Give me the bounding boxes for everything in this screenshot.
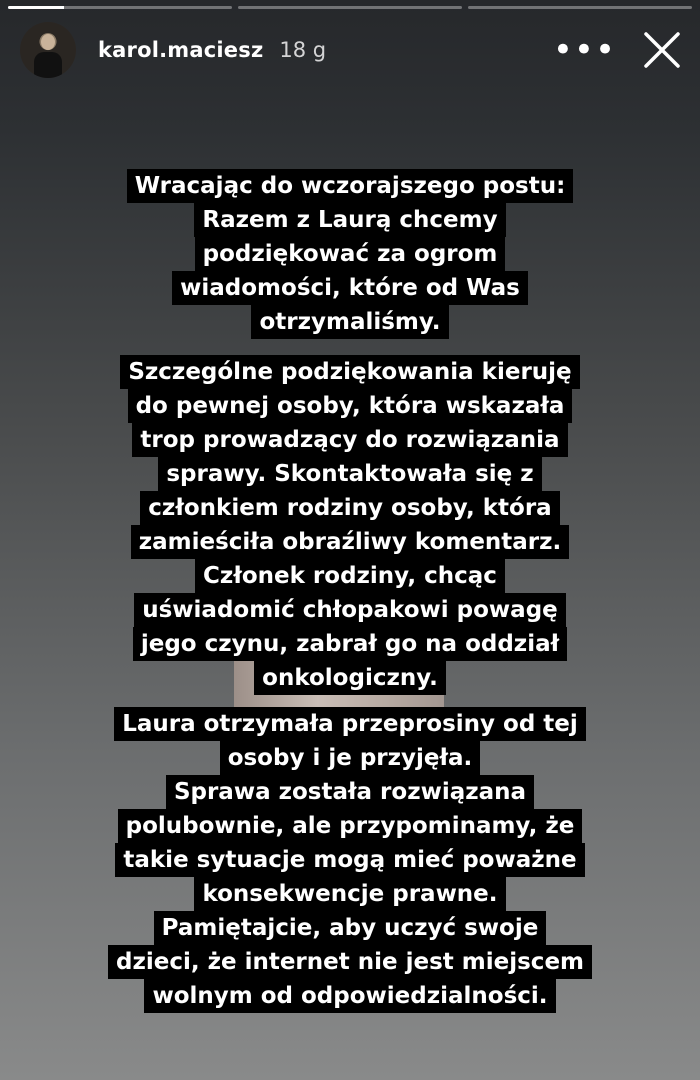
more-options-icon[interactable]: •••: [552, 30, 616, 70]
story-progress-bar: [8, 6, 692, 9]
story-header: [20, 20, 682, 80]
text-line: zamieściła obraźliwy komentarz.: [131, 525, 570, 559]
text-line: członkiem rodziny osoby, która: [140, 491, 559, 525]
progress-segment-2: [238, 6, 462, 9]
text-line: Szczególne podziękowania kieruję: [120, 355, 579, 389]
text-line: onkologiczny.: [254, 661, 446, 695]
progress-segment-1: [8, 6, 232, 9]
text-line: Sprawa została rozwiązana: [166, 775, 534, 809]
text-line: konsekwencje prawne.: [194, 877, 505, 911]
text-line: takie sytuacje mogą mieć poważne: [115, 843, 584, 877]
text-line: wiadomości, które od Was: [172, 271, 528, 305]
post-time: 18 g: [279, 38, 327, 62]
text-line: uświadomić chłopakowi powagę: [134, 593, 566, 627]
text-line: osoby i je przyjęła.: [220, 741, 481, 775]
text-line: Razem z Laurą chcemy: [194, 203, 505, 237]
text-line: Laura otrzymała przeprosiny od tej: [114, 707, 586, 741]
avatar[interactable]: [20, 22, 76, 78]
progress-segment-3: [468, 6, 692, 9]
paragraph-1: [0, 169, 700, 339]
text-line: Członek rodziny, chcąc: [195, 559, 505, 593]
paragraph-2: [0, 355, 700, 695]
paragraph-3: [0, 707, 700, 1013]
username[interactable]: karol.maciesz: [98, 38, 264, 62]
close-icon[interactable]: [642, 30, 682, 70]
text-line: dzieci, że internet nie jest miejscem: [108, 945, 592, 979]
text-line: polubownie, ale przypominamy, że: [118, 809, 583, 843]
text-line: Pamiętajcie, aby uczyć swoje: [154, 911, 547, 945]
text-line: otrzymaliśmy.: [251, 305, 448, 339]
text-line: sprawy. Skontaktowała się z: [158, 457, 541, 491]
text-line: wolnym od odpowiedzialności.: [144, 979, 555, 1013]
text-line: trop prowadzący do rozwiązania: [132, 423, 567, 457]
text-line: do pewnej osoby, która wskazała: [128, 389, 573, 423]
text-line: Wracając do wczorajszego postu:: [127, 169, 574, 203]
text-line: podziękować za ogrom: [195, 237, 506, 271]
text-line: jego czynu, zabrał go na oddział: [133, 627, 567, 661]
